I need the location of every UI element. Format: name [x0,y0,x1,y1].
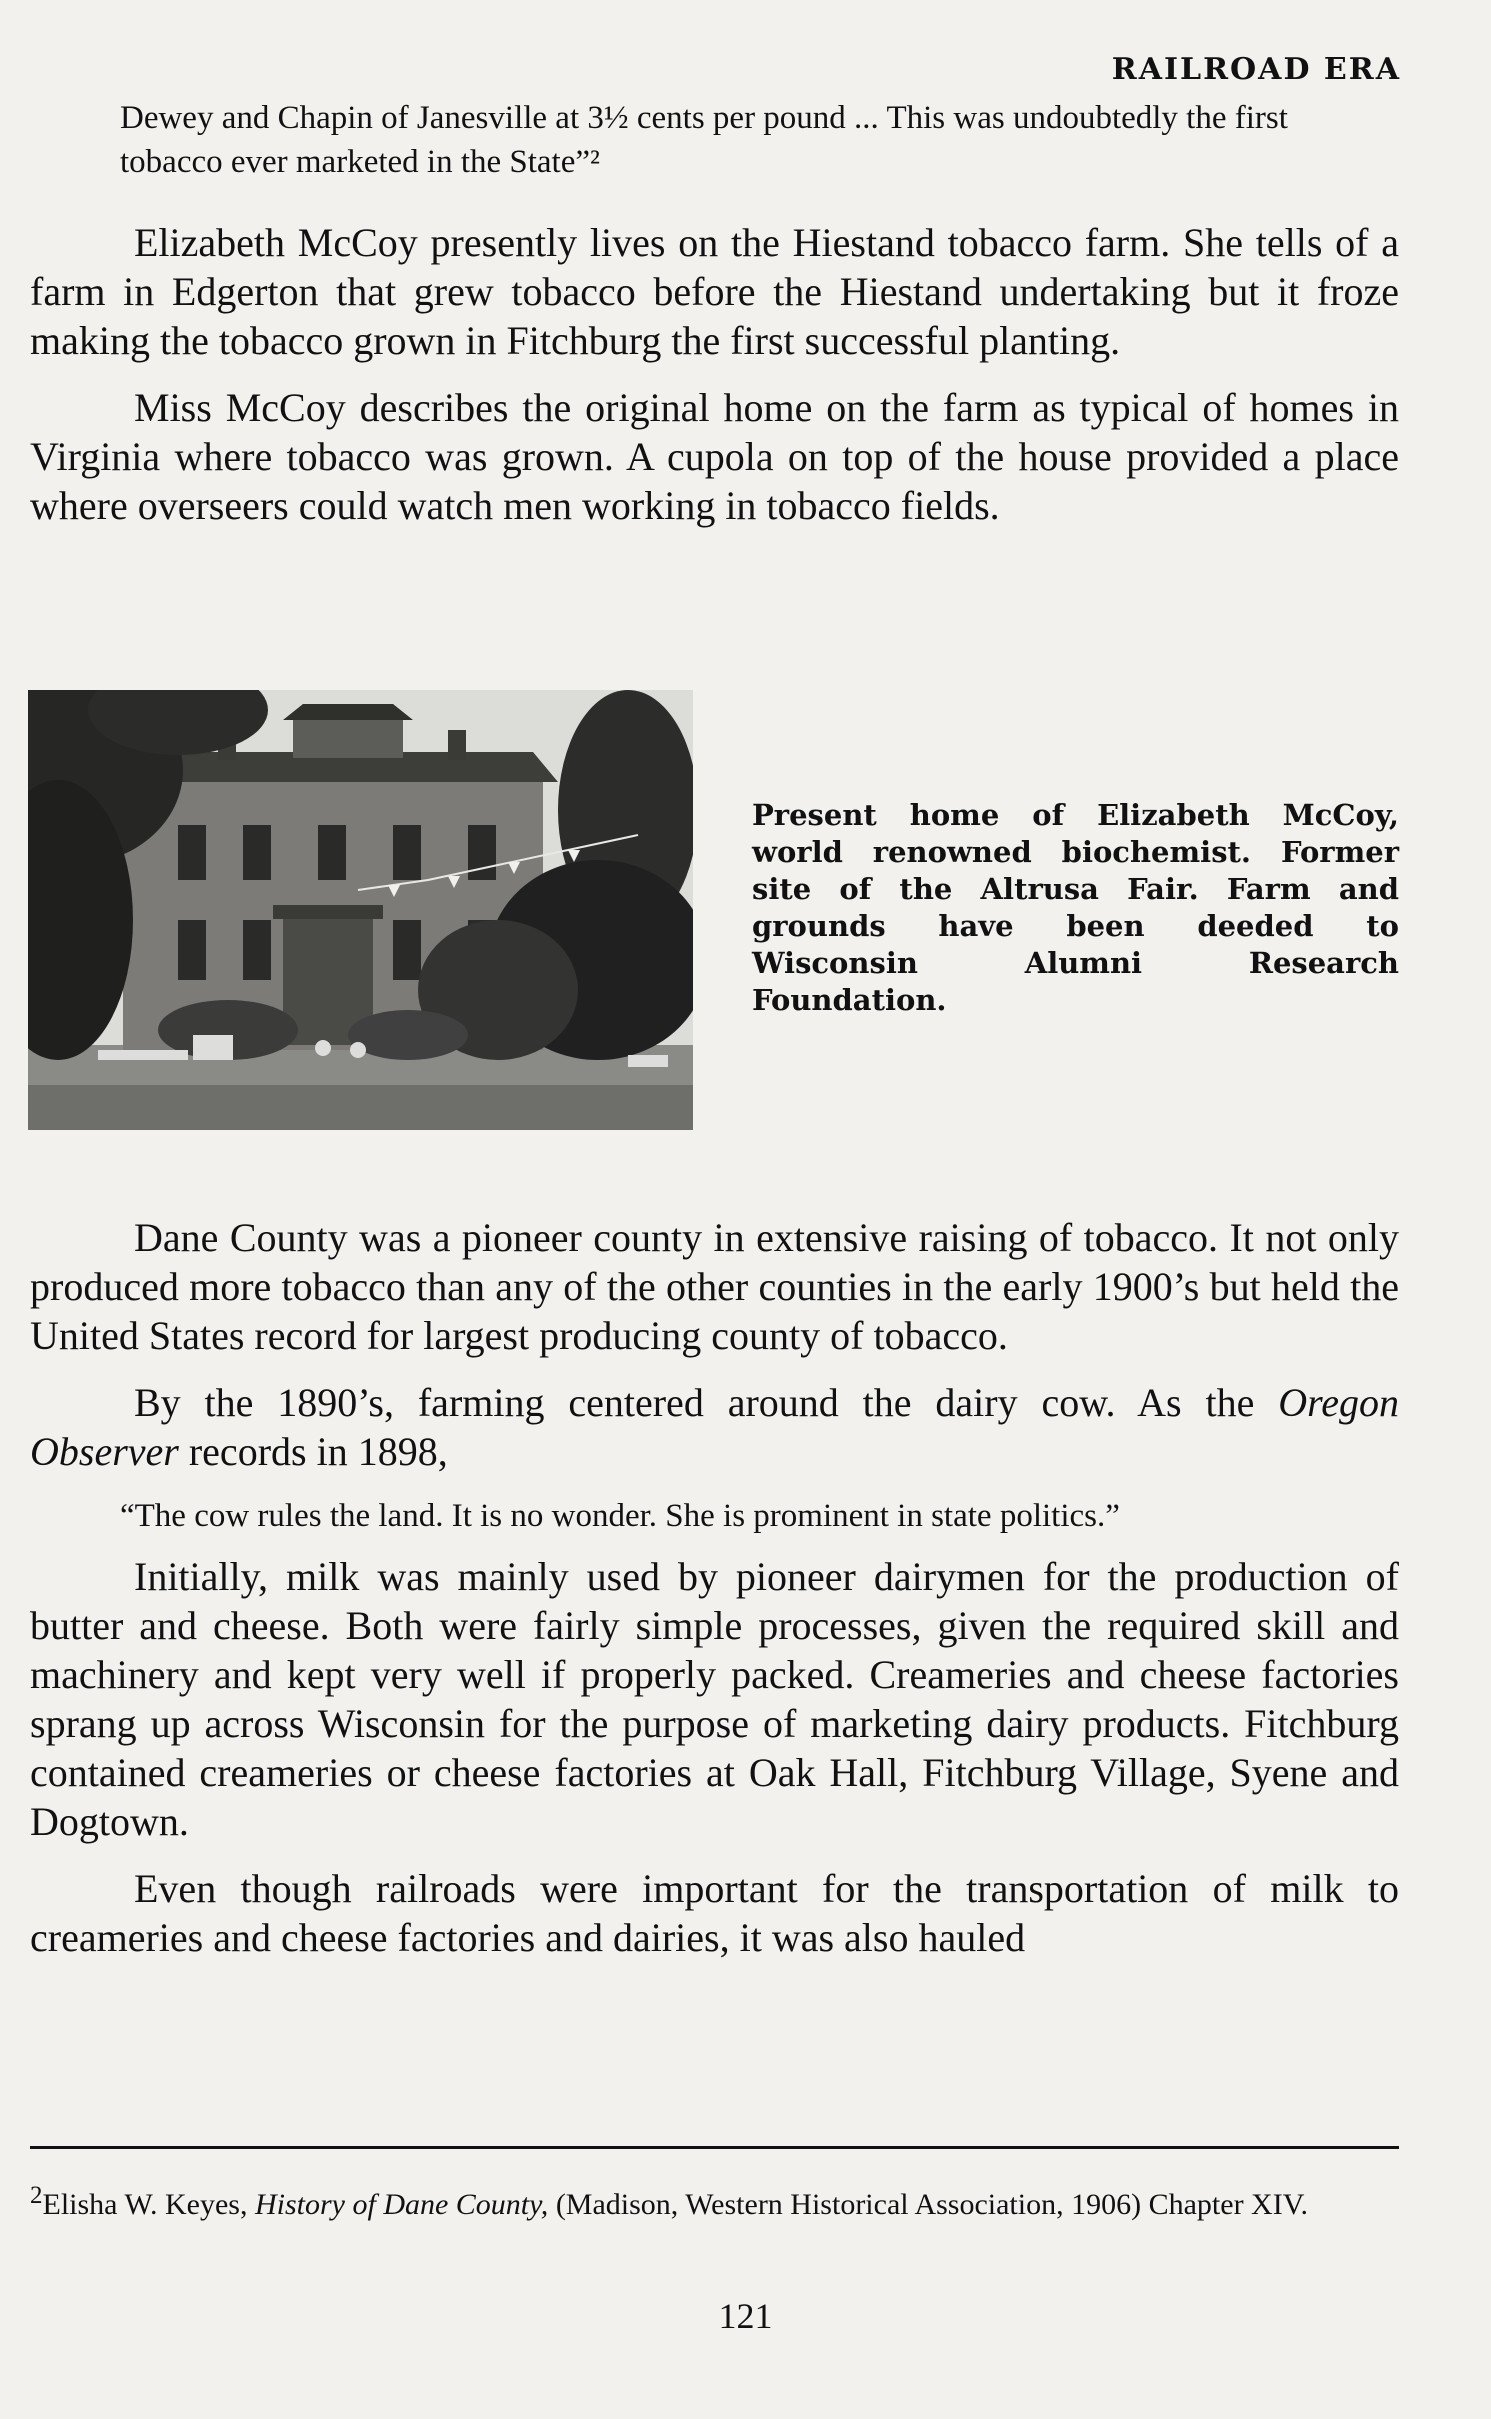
paragraph-dairy-cow [30,1378,1399,1476]
continued-quote: Dewey and Chapin of Janesville at 3½ cents per pound ... This was undoubtedly the first tobacco ever marketed in the State”² [120,100,1288,180]
lower-body-text [30,1213,1399,1980]
paragraph-railroads: Even though railroads were important for the transportation of milk to creameries and cheese factories and dairies, it was also hauled [30,1866,1399,1960]
paragraph-dane-county: Dane County was a pioneer county in extensive raising of tobacco. It not only produced more tobacco than any of the other counties in the early 1900’s but held the United States record for largest producing county of tobacco. [30,1215,1399,1358]
paragraph-dairy-cow-start: By the 1890’s, farming centered around the dairy cow. As the [134,1380,1279,1425]
running-head: RAILROAD ERA [1111,52,1401,87]
paragraph-original-home: Miss McCoy describes the original home on the farm as typical of homes in Virginia where tobacco was grown. A cupola on top of the house provided a place where overseers could watch men working in tobacco fields. [30,385,1399,528]
upper-body-text [30,218,1399,548]
newspaper-quote: “The cow rules the land. It is no wonder. She is prominent in state politics.” [120,1498,1120,1534]
page-number: 121 [718,2296,773,2336]
footnote [30,2178,1399,2223]
farmhouse-photo [28,690,693,1130]
paragraph-dairy-cow-end: records in 1898, [178,1429,448,1474]
paragraph-butter-cheese: Initially, milk was mainly used by pioneer dairymen for the production of butter and cheese. Both were fairly simple processes, given the required skill and machinery and kept very well if properly packed. Creameries and cheese factories sprang up across Wisconsin for the purpose of marketing dairy products. Fitchburg contained creameries or cheese factories at Oak Hall, Fitchburg Village, Syene and Dogtown. [30,1554,1399,1844]
footnote-author: Elisha W. Keyes, [42,2188,255,2221]
photo-caption: Present home of Elizabeth McCoy, world renowned biochemist. Former site of the Altrusa Fair. Farm and grounds have been deeded to Wisconsin Alumni Research Foundation. [752,798,1399,1017]
footnote-rule [30,2146,1399,2149]
footnote-marker: 2 [30,2182,43,2209]
footnote-publication: (Madison, Western Historical Association, 1906) Chapter XIV. [548,2188,1309,2221]
newspaper-title: Oregon Observer [30,1380,1399,1474]
footnote-book-title: History of Dane County, [254,2188,549,2221]
paragraph-mccoy-farm: Elizabeth McCoy presently lives on the Hiestand tobacco farm. She tells of a farm in Edgerton that grew tobacco before the Hiestand undertaking but it froze making the tobacco grown in Fitchburg the first successful planting. [30,220,1399,363]
